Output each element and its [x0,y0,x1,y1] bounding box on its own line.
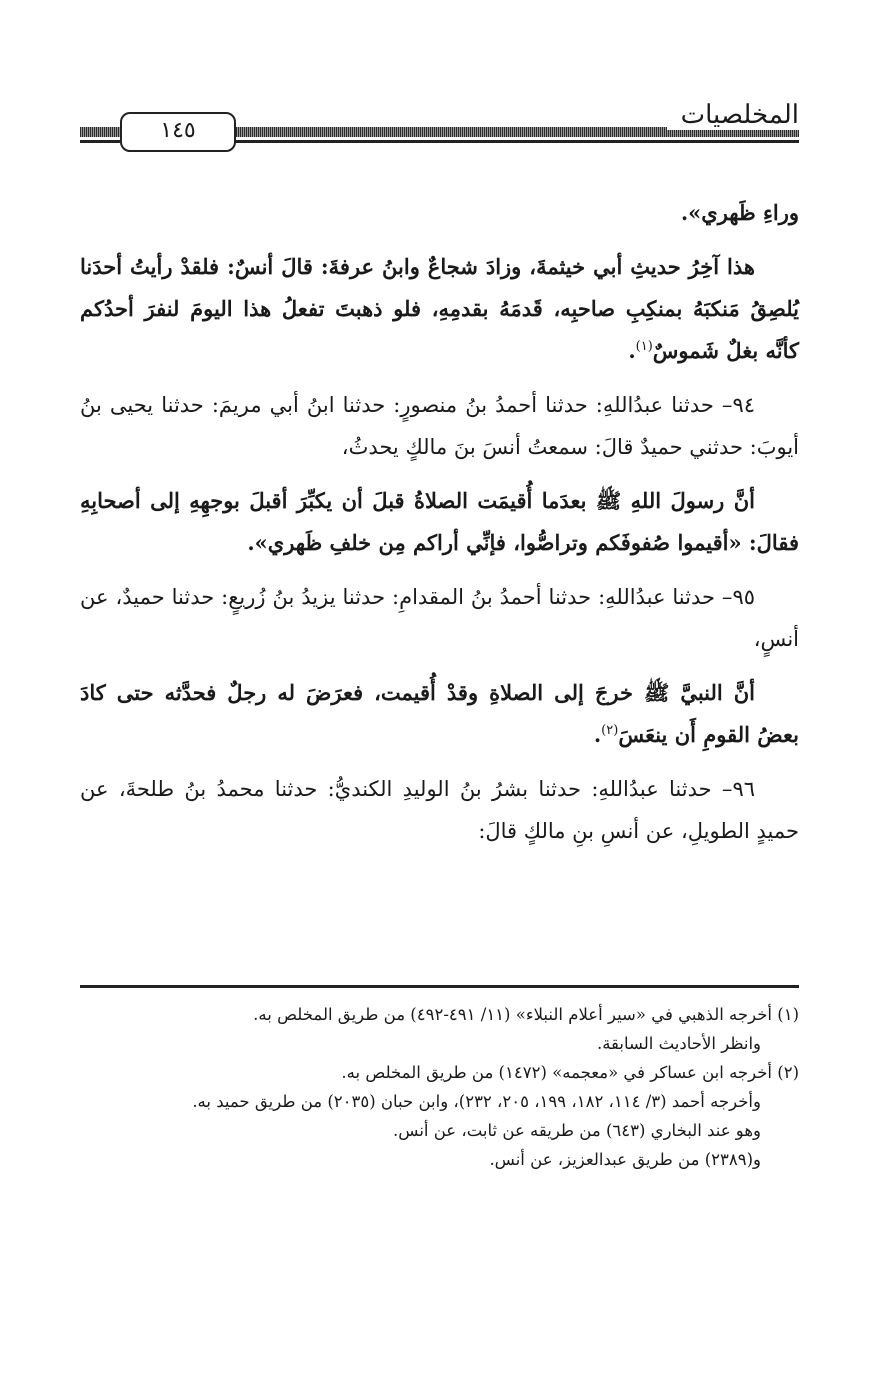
footnote-marker: (١) [635,339,653,354]
paragraph-text: أنَّ رسولَ اللهِ ﷺ بعدَما أُقيمَت الصلاةُ قبلَ أن يكبِّرَ أقبلَ بوجهِهِ إلى أصحابِهِ فقالَ: «أقيموا صُفوفَكم وتراصُّوا، فإنِّي أراكم مِن خلفِ ظَهري». [80,488,799,555]
page-header [80,100,799,160]
paragraph-text: ٩٤– حدثنا عبدُاللهِ: حدثنا أحمدُ بنُ منصورٍ: حدثنا ابنُ أبي مريمَ: حدثنا يحيى بنُ أيوبَ: حدثني حميدٌ قالَ: سمعتُ أنسَ بنَ مالكٍ يحدثُ، [80,393,799,459]
paragraph-text: وراءِ ظَهري». [680,200,799,225]
paragraph-text: ٩٥– حدثنا عبدُاللهِ: حدثنا أحمدُ بنُ المقدامِ: حدثنا يزيدُ بنُ زُريعٍ: حدثنا حميدٌ، عن أنسٍ، [80,585,799,651]
footnote-line: وأخرجه أحمد (٣/ ١١٤، ١٨٢، ١٩٩، ٢٠٥، ٢٣٢)، وابن حبان (٢٠٣٥) من طريق حميد به. [192,1092,761,1111]
paragraph-text: أنَّ النبيَّ ﷺ خرجَ إلى الصلاةِ وقدْ أُقيمت، فعرَضَ له رجلٌ فحدَّثه حتى كادَ بعضُ القومِ أَن ينعَسَ [80,680,799,747]
paragraph: هذا آخِرُ حديثِ أبي خيثمةَ، وزادَ شجاعٌ وابنُ عرفةَ: قالَ أنسٌ: فلقدْ رأيتُ أحدَنا يُلصِقُ مَنكبَهُ بمنكِبِ صاحبِه، قَدمَهُ بقدمِهِ، فلو ذهبتَ تفعلُ هذا اليومَ لنفرَ أحدُكم كأنَّه بغلٌ شَموسٌ$^{(١)}$. [80,254,799,363]
footnote-line: (١) أخرجه الذهبي في «سير أعلام النبلاء» (١١/ ٤٩١-٤٩٢) من طريق المخلص به. [253,1005,799,1024]
paragraph [80,192,799,234]
footnote-line: و(٢٣٨٩) من طريق عبدالعزيز، عن أنس. [489,1150,761,1169]
paragraph [80,576,799,660]
page-number: ١٤٥ [120,112,236,152]
footnote-line: (٢) أخرجه ابن عساكر في «معجمه» (١٤٧٢) من طريق المخلص به. [341,1063,799,1082]
paragraph [80,384,799,468]
book-title: المخلصيات [667,100,799,130]
footnote-line: وانظر الأحاديث السابقة. [596,1034,761,1053]
paragraph-text: هذا آخِرُ حديثِ أبي خيثمةَ، وزادَ شجاعٌ وابنُ عرفةَ: قالَ أنسٌ: فلقدْ رأيتُ أحدَنا يُلصِقُ مَنكبَهُ بمنكِبِ صاحبِه، قَدمَهُ بقدمِهِ، فلو ذهبتَ تفعلُ هذا اليومَ لنفرَ أحدُكم كأنَّه بغلٌ شَموسٌ [80,254,799,363]
paragraph [80,768,799,852]
footnote-line: وهو عند البخاري (٦٤٣) من طريقه عن ثابت، عن أنس. [393,1121,761,1140]
paragraph [80,480,799,564]
footnotes [80,1000,799,1174]
paragraph-text: ٩٦– حدثنا عبدُاللهِ: حدثنا بشرُ بنُ الوليدِ الكنديُّ: حدثنا محمدُ بنُ طلحةَ، عن حميدٍ الطويلِ، عن أنسِ بنِ مالكٍ قالَ: [80,777,799,843]
footnote-marker: (٢) [601,723,619,738]
paragraph: أنَّ النبيَّ ﷺ خرجَ إلى الصلاةِ وقدْ أُقيمت، فعرَضَ له رجلٌ فحدَّثه حتى كادَ بعضُ القومِ أَن ينعَسَ$^{(٢)}$. [80,680,799,747]
main-text [80,192,799,864]
footnote-separator [80,985,799,988]
